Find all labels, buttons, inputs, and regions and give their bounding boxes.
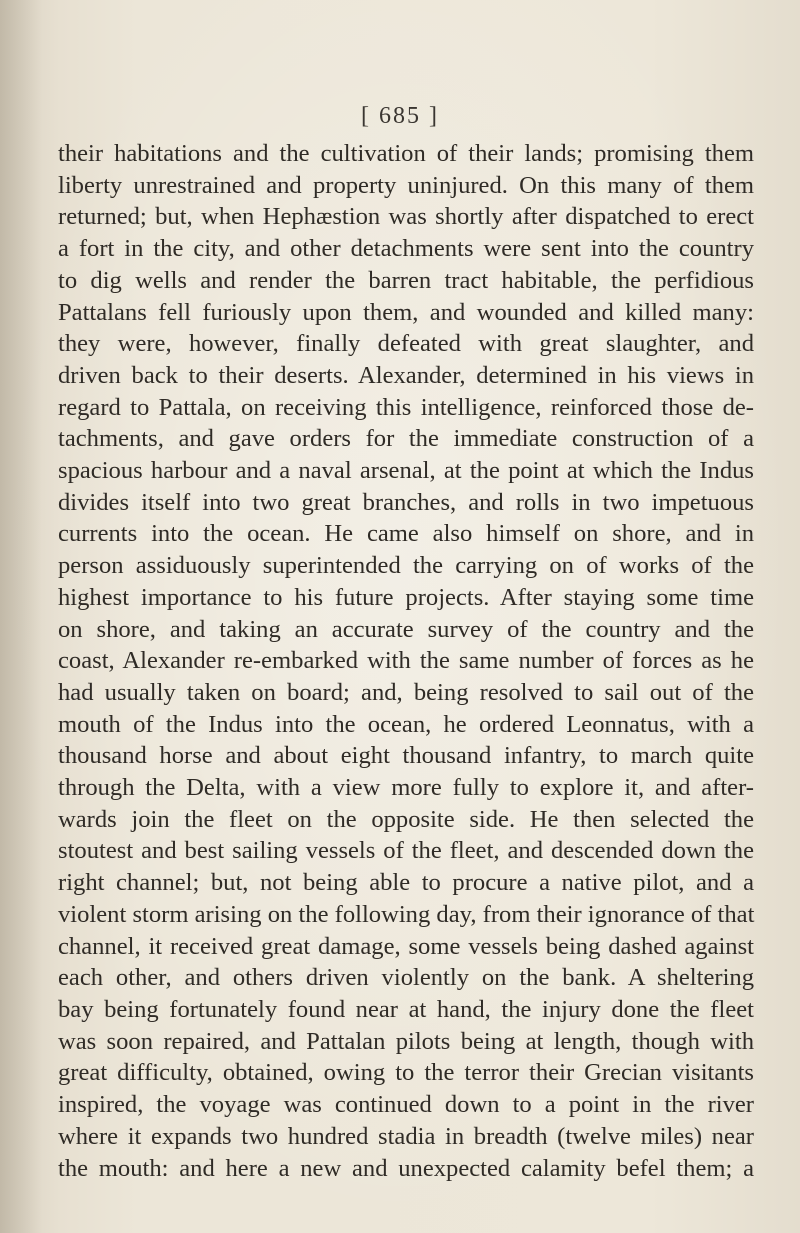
- text-line: driven back to their deserts. Alexander, determined in his views in: [58, 361, 754, 389]
- text-line: returned; but, when Hephæstion was shortly after dispatched to erect: [58, 203, 754, 231]
- text-line: divides itself into two great branches, and rolls in two impetuous: [58, 488, 754, 516]
- text-line: was soon repaired, and Pattalan pilots being at length, though with: [58, 1027, 754, 1055]
- page-number: [ 685 ]: [361, 103, 439, 129]
- page-gutter-shadow: [0, 0, 42, 1233]
- body-text: [58, 138, 754, 1184]
- text-line: right channel; but, not being able to procure a native pilot, and a: [58, 869, 754, 897]
- text-line: coast, Alexander re-embarked with the same number of forces as he: [58, 647, 754, 675]
- text-line: bay being fortunately found near at hand, the injury done the fleet: [58, 995, 754, 1023]
- text-line: mouth of the Indus into the ocean, he ordered Leonnatus, with a: [58, 710, 754, 738]
- text-line: Pattalans fell furiously upon them, and wounded and killed many:: [58, 298, 754, 326]
- text-line: highest importance to his future projects. After staying some time: [58, 583, 754, 611]
- text-line: where it expands two hundred stadia in breadth (twelve miles) near: [58, 1122, 754, 1150]
- text-line: great difficulty, obtained, owing to the terror their Grecian visitants: [58, 1059, 754, 1087]
- text-line: violent storm arising on the following day, from their ignorance of that: [58, 900, 755, 928]
- text-line: thousand horse and about eight thousand infantry, to march quite: [58, 742, 754, 770]
- text-line: spacious harbour and a naval arsenal, at the point at which the Indus: [58, 457, 754, 485]
- text-line: a fort in the city, and other detachments were sent into the country: [58, 235, 754, 263]
- text-line: had usually taken on board; and, being resolved to sail out of the: [58, 678, 754, 706]
- text-line: their habitations and the cultivation of their lands; promising them: [58, 140, 754, 167]
- text-line: inspired, the voyage was continued down to a point in the river: [58, 1091, 754, 1119]
- text-line: wards join the fleet on the opposite side. He then selected the: [58, 805, 754, 833]
- text-line: channel, it received great damage, some vessels being dashed against: [58, 932, 754, 960]
- text-line: currents into the ocean. He came also himself on shore, and in: [58, 520, 754, 548]
- text-line: they were, however, finally defeated with great slaughter, and: [58, 330, 754, 358]
- text-line: tachments, and gave orders for the immediate construction of a: [58, 425, 754, 453]
- text-line: stoutest and best sailing vessels of the fleet, and descended down the: [58, 837, 754, 865]
- text-line: liberty unrestrained and property uninjured. On this many of them: [58, 171, 754, 199]
- text-line: to dig wells and render the barren tract habitable, the perfidious: [58, 266, 754, 294]
- text-line: the mouth: and here a new and unexpected calamity befel them; a: [58, 1154, 754, 1182]
- text-line: person assiduously superintended the carrying on of works of the: [58, 552, 754, 580]
- text-line: through the Delta, with a view more fully to explore it, and after-: [58, 774, 754, 802]
- text-line: regard to Pattala, on receiving this intelligence, reinforced those de-: [58, 393, 754, 421]
- text-line: each other, and others driven violently on the bank. A sheltering: [58, 964, 754, 992]
- text-line: on shore, and taking an accurate survey of the country and the: [58, 615, 754, 643]
